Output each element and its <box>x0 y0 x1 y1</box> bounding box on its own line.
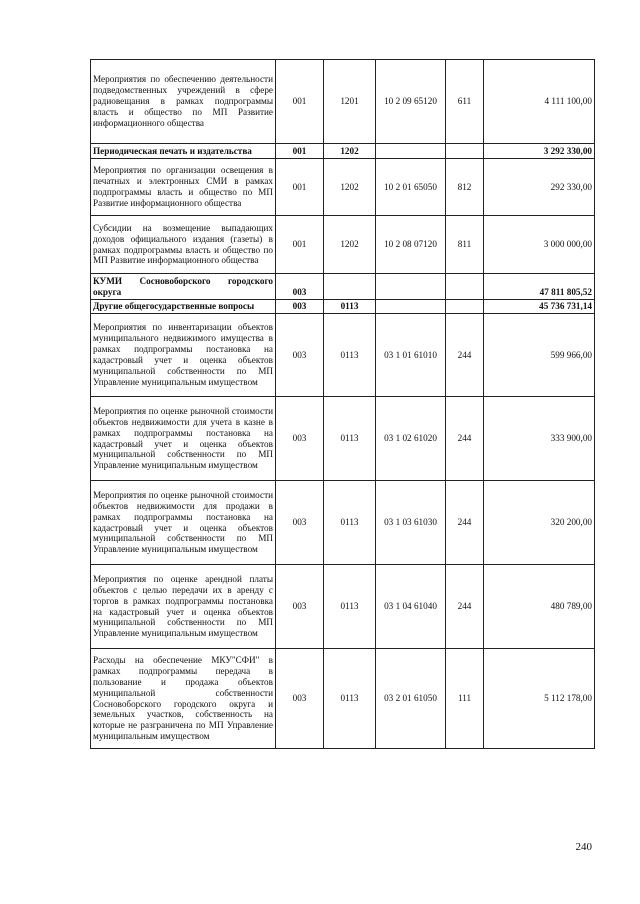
row-section-code: 0113 <box>324 649 376 749</box>
row-expense-type: 244 <box>446 481 484 565</box>
row-target-code <box>376 144 446 159</box>
row-description: Мероприятия по оценке рыночной стоимости объектов недвижимости для учета в казне в рамках подпрограммы постановка на кадастровый учет и оценка объектов муниципальной собственности по МП Управление муниципальным имуществом <box>91 397 276 481</box>
table-row <box>91 216 595 274</box>
table-row <box>91 314 595 397</box>
row-amount: 333 900,00 <box>484 397 595 481</box>
row-section-code: 0113 <box>324 481 376 565</box>
table-row <box>91 159 595 216</box>
row-ministry-code: 003 <box>276 314 324 397</box>
row-target-code: 03 1 03 61030 <box>376 481 446 565</box>
table-row <box>91 144 595 159</box>
row-description: Мероприятия по инвентаризации объектов муниципального недвижимого имущества в рамках подпрограммы постановка на кадастровый учет и оценка объектов муниципальной собственности по МП Управление муниципальным имуществом <box>91 314 276 397</box>
row-expense-type: 244 <box>446 565 484 649</box>
row-ministry-code: 001 <box>276 144 324 159</box>
row-description: Расходы на обеспечение МКУ"СФИ" в рамках подпрограммы передача в пользование и продажа объектов муниципальной собственности Сосновоборского городского округа и земельных участков, собственность на которые не разграничена по МП Управление муниципальным имуществом <box>91 649 276 749</box>
row-target-code: 03 2 01 61050 <box>376 649 446 749</box>
row-section-code: 0113 <box>324 300 376 314</box>
table-row <box>91 649 595 749</box>
row-expense-type: 111 <box>446 649 484 749</box>
row-expense-type: 611 <box>446 60 484 144</box>
row-section-code: 1201 <box>324 60 376 144</box>
row-target-code <box>376 274 446 300</box>
row-ministry-code: 003 <box>276 397 324 481</box>
row-section-code: 1202 <box>324 144 376 159</box>
row-expense-type: 244 <box>446 314 484 397</box>
table-row <box>91 274 595 300</box>
table-row <box>91 60 595 144</box>
row-ministry-code: 001 <box>276 159 324 216</box>
row-expense-type <box>446 274 484 300</box>
row-description: Мероприятия по организации освещения в печатных и электронных СМИ в рамках подпрограммы власть и общество по МП Развитие информационного общества <box>91 159 276 216</box>
row-expense-type <box>446 144 484 159</box>
row-description: Периодическая печать и издательства <box>91 144 276 159</box>
row-ministry-code: 003 <box>276 274 324 300</box>
row-expense-type: 244 <box>446 397 484 481</box>
row-target-code: 10 2 08 07120 <box>376 216 446 274</box>
row-section-code <box>324 274 376 300</box>
row-amount: 45 736 731,14 <box>484 300 595 314</box>
row-section-code: 0113 <box>324 314 376 397</box>
row-description: Мероприятия по оценке арендной платы объектов с целью передачи их в аренду с торгов в рамках подпрограммы постановка на кадастровый учет и оценка объектов муниципальной собственности по МП Управление муниципальным имуществом <box>91 565 276 649</box>
table-row <box>91 397 595 481</box>
budget-table-body <box>91 60 595 749</box>
row-amount: 480 789,00 <box>484 565 595 649</box>
row-target-code: 03 1 02 61020 <box>376 397 446 481</box>
row-ministry-code: 003 <box>276 481 324 565</box>
row-amount: 3 000 000,00 <box>484 216 595 274</box>
row-target-code: 10 2 09 65120 <box>376 60 446 144</box>
row-amount: 5 112 178,00 <box>484 649 595 749</box>
row-description: Субсидии на возмещение выпадающих доходов официального издания (газеты) в рамках подпрограммы власть и общество по МП Развитие информационного общества <box>91 216 276 274</box>
row-target-code: 03 1 01 61010 <box>376 314 446 397</box>
row-amount: 292 330,00 <box>484 159 595 216</box>
row-section-code: 1202 <box>324 216 376 274</box>
row-target-code: 10 2 01 65050 <box>376 159 446 216</box>
row-description: КУМИ Сосновоборского городского округа <box>91 274 276 300</box>
row-description: Другие общегосударственные вопросы <box>91 300 276 314</box>
row-amount: 320 200,00 <box>484 481 595 565</box>
row-section-code: 0113 <box>324 397 376 481</box>
row-ministry-code: 003 <box>276 649 324 749</box>
table-row <box>91 481 595 565</box>
row-ministry-code: 001 <box>276 216 324 274</box>
row-expense-type <box>446 300 484 314</box>
row-amount: 3 292 330,00 <box>484 144 595 159</box>
row-description: Мероприятия по оценке рыночной стоимости объектов недвижимости для продажи в рамках подпрограммы постановка на кадастровый учет и оценка объектов муниципальной собственности по МП Управление муниципальным имуществом <box>91 481 276 565</box>
row-target-code: 03 1 04 61040 <box>376 565 446 649</box>
row-description: Мероприятия по обеспечению деятельности подведомственных учреждений в сфере радиовещания в рамках подпрограммы власть и общество по МП Развитие информационного общества <box>91 60 276 144</box>
row-expense-type: 812 <box>446 159 484 216</box>
row-section-code: 1202 <box>324 159 376 216</box>
row-amount: 4 111 100,00 <box>484 60 595 144</box>
page-number: 240 <box>575 841 592 853</box>
row-amount: 47 811 805,52 <box>484 274 595 300</box>
row-expense-type: 811 <box>446 216 484 274</box>
table-row <box>91 565 595 649</box>
row-ministry-code: 003 <box>276 300 324 314</box>
table-row <box>91 300 595 314</box>
budget-table <box>90 59 595 749</box>
row-section-code: 0113 <box>324 565 376 649</box>
row-ministry-code: 003 <box>276 565 324 649</box>
row-amount: 599 966,00 <box>484 314 595 397</box>
row-ministry-code: 001 <box>276 60 324 144</box>
row-target-code <box>376 300 446 314</box>
